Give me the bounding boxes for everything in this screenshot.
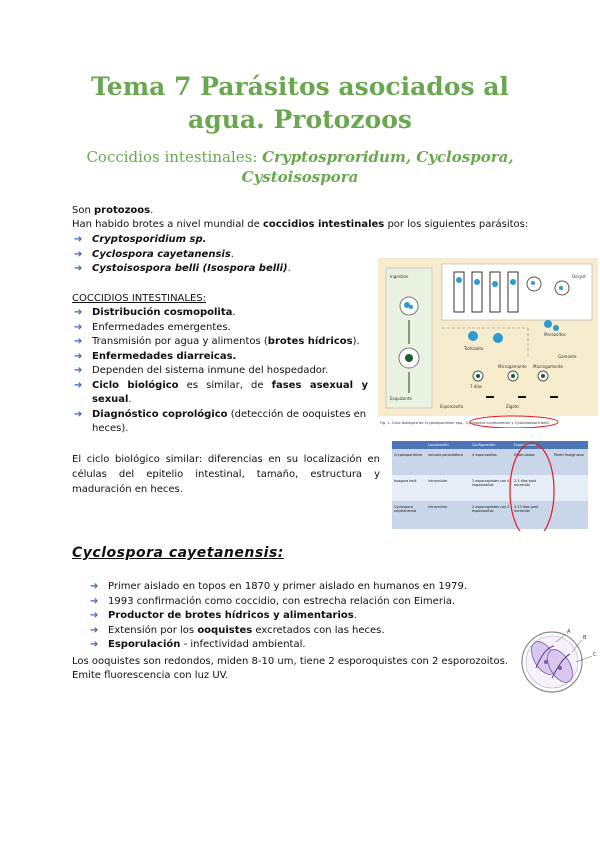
parasite-dot xyxy=(492,281,498,287)
title-line-1: Tema 7 Parásitos asociados al xyxy=(91,72,509,101)
title-line-2: agua. Protozoos xyxy=(188,105,412,134)
list-item xyxy=(72,379,368,408)
item-text: excretados con las heces. xyxy=(252,624,385,636)
item-text: - infectividad ambiental. xyxy=(180,639,306,650)
subtitle-genera-1: Cryptosproridum, Cyclospora, xyxy=(262,148,514,166)
table-cell: Pared fina/gruesa xyxy=(554,453,584,457)
list-item xyxy=(88,609,467,624)
highlight-ellipse xyxy=(510,443,554,531)
life-cycle-diagram xyxy=(378,258,598,428)
item-text: . xyxy=(353,610,357,621)
parasite-suffix: . xyxy=(230,248,234,260)
item-bold: Esporulación xyxy=(108,639,181,650)
label-microgamont: Microgamonte xyxy=(498,364,527,369)
subtitle-prefix: Coccidios intestinales: xyxy=(86,148,263,166)
intro-brotes-a: Han habido brotes a nivel mundial de xyxy=(72,219,263,230)
intro-son-bold: protozoos xyxy=(93,205,151,216)
label-ingestion: Ingestion xyxy=(390,274,409,279)
parasite-dot xyxy=(474,279,480,285)
gamont-nucleus xyxy=(541,374,545,378)
parasite-name: Cryptosporidium sp. xyxy=(92,234,207,245)
nucleus xyxy=(544,660,548,664)
table-cell: 2 esporoquistes con 4 esporozoítos xyxy=(472,479,510,487)
table-cell: Esporulados xyxy=(514,453,535,457)
parasite-name: Cystoisospora belli (Isospora belli) xyxy=(92,263,288,274)
list-item xyxy=(72,262,291,277)
cyclospora-heading: Cyclospora cayetanensis: xyxy=(72,545,284,561)
item-text: Primer aislado en topos en 1870 y primer aislado en humanos en 1979. xyxy=(108,581,467,592)
list-item xyxy=(72,321,368,336)
label-gamont: Gamonte xyxy=(558,354,577,359)
subtitle-genera-2: Cystoisospora xyxy=(241,168,359,186)
list-item xyxy=(88,580,467,595)
item-text: ). xyxy=(352,336,360,347)
trophozoite-dot xyxy=(468,331,478,341)
comparison-table-figure xyxy=(392,441,588,531)
item-text: . xyxy=(128,394,132,405)
list-item xyxy=(72,306,368,321)
label-merozoites: Merozoítos xyxy=(544,332,566,337)
table-header-cell: Localización xyxy=(428,443,449,447)
oocyst-figure xyxy=(510,618,600,700)
intro-brotes-c: por los siguientes parásitos: xyxy=(384,219,529,230)
list-item xyxy=(72,408,368,437)
table-cell: Isospora belli xyxy=(394,479,417,483)
list-item xyxy=(88,595,467,610)
label-a: A xyxy=(567,629,571,635)
item-text: Enfermedades emergentes. xyxy=(92,321,231,333)
parasite-dot xyxy=(531,281,535,285)
coccidios-heading: COCCIDIOS INTESTINALES: xyxy=(72,293,207,304)
table-cell: 2 esporoquistes con 2 esporozoítos xyxy=(472,505,510,513)
intro-son-prefix: Son xyxy=(72,205,94,216)
parasite-dot xyxy=(456,277,462,283)
intro-brotes-b: coccidios intestinales xyxy=(262,219,385,230)
oocyst-drawing xyxy=(510,618,600,700)
item-bold: brotes hídricos xyxy=(267,336,353,347)
trophozoite-dot xyxy=(493,333,503,343)
bar-mark xyxy=(486,396,494,398)
item-bold: ooquistes xyxy=(197,624,253,636)
cyclospora-list xyxy=(88,580,467,653)
host-cell xyxy=(508,272,518,312)
item-text: . xyxy=(232,307,236,318)
label-b: B xyxy=(583,635,587,641)
merozoite-dot xyxy=(544,320,552,328)
list-item xyxy=(72,233,291,248)
merozoite-dot xyxy=(553,325,559,331)
item-bold: Diagnóstico coprológico xyxy=(92,408,228,420)
gamont-nucleus xyxy=(511,374,515,378)
table-cell: intracelular xyxy=(428,505,448,509)
figure-caption: Fig. 1. Ciclo biológico de Cryptosporidium spp., Cyclospora cayetanensis y Cystoisospora belli. xyxy=(380,421,550,425)
parasite-dot xyxy=(510,279,516,285)
item-text: Extensión por los xyxy=(108,624,198,636)
label-trophozoite: Trofozoito xyxy=(464,346,484,351)
list-item xyxy=(72,350,368,365)
table-cell: Cyclospora cayetanensis xyxy=(394,505,417,513)
label-schizont: Esquizonte xyxy=(390,396,412,401)
list-item xyxy=(88,624,467,639)
table-header-cell: Esporulación xyxy=(514,443,536,447)
label-c: C xyxy=(593,652,597,658)
item-bold: fases asexual y sexual xyxy=(92,379,369,405)
table-cell: intracelular xyxy=(428,479,448,483)
list-item xyxy=(88,638,467,653)
cycle-paragraph: El ciclo biológico similar: diferencias en su localización en células del epitelio intestinal, tamaño, estructura y maduración en heces. xyxy=(72,454,380,495)
table-header-cell: Configuración xyxy=(472,443,496,447)
bar-mark xyxy=(550,396,558,398)
subtitle xyxy=(40,147,560,187)
life-cycle-figure xyxy=(378,258,598,428)
table-cell: 4 esporozoítos xyxy=(472,453,497,457)
item-text: (detección de ooquistes en heces). xyxy=(92,408,367,434)
host-cell xyxy=(472,272,482,312)
list-item xyxy=(72,248,291,263)
table-cell: vacuola parasitófora xyxy=(428,453,463,457)
parasite-list xyxy=(72,233,291,277)
label-macrogamont: Macrogamonte xyxy=(533,364,564,369)
highlight-overlay xyxy=(392,441,588,531)
intro-son-suffix: . xyxy=(150,205,154,216)
cyclospora-paragraph-line1: Los ooquistes son redondos, miden 8-10 um, tiene 2 esporoquistes con 2 esporozoitos. xyxy=(72,656,508,667)
label-zygote: Zigoto xyxy=(506,404,519,409)
list-item xyxy=(72,364,368,379)
label-7days: 7 días xyxy=(470,384,483,389)
parasite-suffix: . xyxy=(287,263,291,274)
cyclospora-paragraph-line2: Emite fluorescencia con luz UV. xyxy=(72,670,229,681)
table-cell: Cryptosporidium xyxy=(394,453,423,457)
item-bold: Enfermedades diarreicas. xyxy=(92,350,237,362)
item-bold: Distribución cosmopolita xyxy=(92,307,233,318)
intro-brotes xyxy=(72,218,532,232)
bar-mark xyxy=(518,396,526,398)
nucleus xyxy=(558,666,562,670)
item-text: Dependen del sistema inmune del hospedador. xyxy=(92,365,329,376)
item-text: es similar, de xyxy=(178,379,272,391)
table-cell: 2-3 días post excreción xyxy=(514,479,536,487)
item-bold: Ciclo biológico xyxy=(92,379,179,391)
page-title xyxy=(40,70,560,136)
gamont-nucleus xyxy=(476,374,480,378)
label-sporozoite: Esporozoíto xyxy=(440,404,464,409)
zygote-nucleus xyxy=(405,354,413,362)
label-oocyst: Oocyst xyxy=(572,274,586,279)
intro-son xyxy=(72,204,153,218)
table-cell: 5-13 días post excreción xyxy=(514,505,539,513)
host-cell xyxy=(490,272,500,312)
parasite-name: Cyclospora cayetanensis xyxy=(92,248,231,260)
list-item xyxy=(72,335,368,350)
coccidios-list xyxy=(72,306,368,437)
item-text: 1993 confirmación como coccidio, con estrecha relación con Eimeria. xyxy=(108,595,456,607)
sporozoite-dot xyxy=(409,305,413,309)
item-text: Transmisión por agua y alimentos ( xyxy=(92,336,268,347)
item-bold: Productor de brotes hídricos y alimentarios xyxy=(108,610,354,621)
parasite-dot xyxy=(559,286,563,290)
